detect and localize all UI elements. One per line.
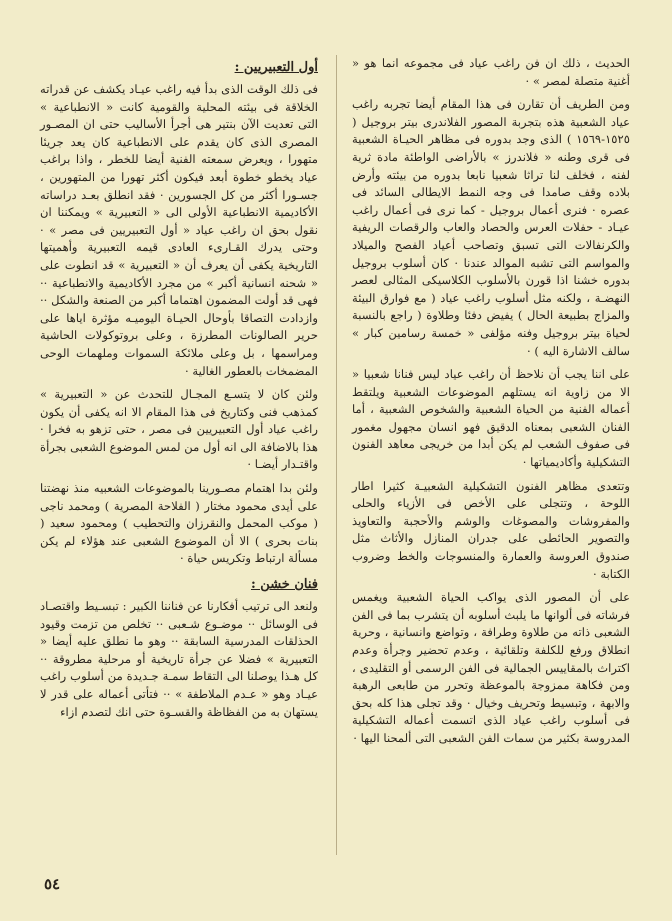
column-divider [336,55,337,855]
paragraph: فى ذلك الوقت الذى بدأ فيه راغب عيـاد يكشف عن قدراته الخلاقة فى بيئته المحلية والقومية كانت « الانطباعية » التى تعديت الآن بنتير هى أجرأ الأساليب حتى ان المصـور المصرى الذى كان يقدم على الانطباعية كان يعد جريئا متهورا ، ويعرض سمعته الفنية أيضا للخطر ، واذا براغب عياد يخطو خطوة أبعد فيكون أكثر تهورا من المتهورين ، جسـورا أكثر من كل الجسورين · فقد انطلق بعـد دراساته الأكاديمية الانطباعية الأولى الى « التعبيرية » ويمكننا ان نقول بحق ان راغب عياد « أول التعبيريين فى مصر » · وحتى يدرك القـارىء العادى قيمه التعبيرية وأهميتها التاريخية يكفى أن يعرف أن « التعبيرية » قد انطوت على « شحنه انسانية أكبر » من مجرد الأكاديمية والانطباعية ·· فهى قد أولت المضمون اهتماما أكبر من الصنعة والشكل ·· وازدادت التصاقا بأوحال الحيـاة اليوميـه مؤثرة اياها على حرير الصالونات المطرزة ، وعلى بروتوكولات الحاشية ومراسمها ، بل وعلى ملائكة السموات وملهمات الوحى المضمخات بالعطور الغالية · [40,82,318,378]
paragraph: ولئن بدا اهتمام مصـورينا بالموضوعات الشعبيه منذ نهضتنا على أيدى محمود مختار ( الفلاحة المصرية ) ومحمد ناجى ( موكب المحمل والنقرزان والتحطيب ) ومحمود سعيد ( بنات بحرى ) الا أن الموضوع الشعبى عند هؤلاء لم يكن مسألة ارتباط وتكريس حياة · [40,481,318,566]
section-heading-rough-artist: فنان خشن : [250,577,318,593]
paragraph: على اننا يجب أن نلاحظ أن راغب عياد ليس فنانا شعبيا « الا من زاوية انه يستلهم الموضوعات الشعبية ويلتقط أعماله الفنية من الحياة الشعبية والشخوص الشعبية ، أما الفنان الشعبى بمعناه الدقيق فهو انسان مجهول مغمور فى صفوف الشعب لم يكن أبدا من خريجى معاهد الفنون التشكيلية وأكاديمياتها · [352,367,630,470]
paragraph: ومن الطريف أن تقارن فى هذا المقام أيضا تجربه راغب عياد الشعبية هذه بتجربة المصور الفلاندرى بيتر بروجيل ( ١٥٢٥-١٥٦٩ ) الذى وجد بدوره فى مظاهر الحيـاة الشعبية فى قرى وطنه « فلاندرز » بالأراضى الواطئة مادة ثرية لفنه ، فخلف لنا تراثا شعبيا نابعا بدوره من بيئته وأرض بلاده وقف صامدا فى وجه النمط الايطالى السائد فى عصره · فنرى أعمال بروجيل - كما نرى فى أعمال راغب عيـاد - حفلات العرس والحصاد والعاب والرقصات الريفية والكرنفالات التى تسبق وتصاحب أعياد الفصح والميلاد والمواسم التى تشبه الموالد عندنا · كان أسلوب بروجيل بدوره خشنا اذا قورن بالأسلوب الكلاسيكى المثالى لعصر النهضـة ، ولكنه مثل أسلوب راغب عياد ( مع فوارق البيئة والمزاج بطبيعة الحال ) يفيض دفئا وطلاوة ( راجع بالنسبة لحياة بيتر بروجيل وفنه مؤلفى « خمسة رسامين كبار » سالف الاشارة اليه ) · [352,97,630,358]
paragraph: الحديث ، ذلك ان فن راغب عياد فى مجموعه انما هو « أغنية متصلة لمصر » · [352,56,630,88]
paragraph: على أن المصور الذى يواكب الحياة الشعبية ويغمس فرشاته فى ألوانها ما يلبث أسلوبه أن يتشرب بما فى الفن الشعبى ذاته من طلاوة وطرافة ، وتواضع وانسانية ، وحرية انطلاق ورفع للكلفة وتلقائية ، وعدم تحضير وجرأة وعدم اكتراث بالمقاييس الجمالية فى الفن الرسمى أو التقليدى ، ومن فكاهة ممزوجة بالموعظة وتحرر من طابعى الرهبة والابهة ، وتبسيط وتحريف وخيال · وقد تجلى هذا كله بحق فى أسلوب راغب عياد الذى اتسمت أعماله التشكيلية المدروسة بكثير من سمات الفن الشعبى التى ألمحنا اليها · [352,590,630,745]
section-heading-first-expressionists: أول التعبيريين : [234,60,318,75]
right-text-column [352,55,630,748]
paragraph: وتتعدى مظاهر الفنون التشكيلية الشعبيـة كثيرا اطار اللوحة ، وتتجلى على الأخص فى الأزياء والحلى والمفروشات والمصوغات والوشم والأحجبة والتعاويذ والتصوير الحائطى على جدران المنازل والأثاث مثل صندوق العروسة والعمارة والمنسوجات والخط وضروب الكتابة · [352,478,630,581]
page-number: ٥٤ [44,875,61,893]
left-text-column [40,55,318,721]
paragraph: ولنعد الى ترتيب أفكارنا عن فناننا الكبير : تبسـيط واقتصـاد فى الوسائل ·· موضـوع شـعبى ·· تخلص من تزمت وقيود الحذلقات المدرسية السابقة ·· وهو ما نطلق عليه أيضا « التعبيرية » فضلا عن جرأة تاريخية أو مرحلية مطروقة ·· كل هـذا يوصلنا الى التقاط سمـة جـديدة من أسلوب راغب عيـاد وهو « عـدم الملاطفة » ·· فتأتى أعماله على قدر لا يستهان به من الفظاظة والقسـوة حتى انك لتصدم ازاء [40,599,318,719]
paragraph: ولئن كان لا يتسـع المجـال للتحدث عن « التعبيرية » كمذهب فنى وكتاريخ فى هذا المقام الا انه يكفى أن يكون راغب عياد أول التعبيريين فى مصر ، حتى تزهو به فخرا · هذا بالاضافة الى انه أول من لمس الموضوع الشعبى بجرأة واقتـدار أيضـا · [40,387,318,472]
